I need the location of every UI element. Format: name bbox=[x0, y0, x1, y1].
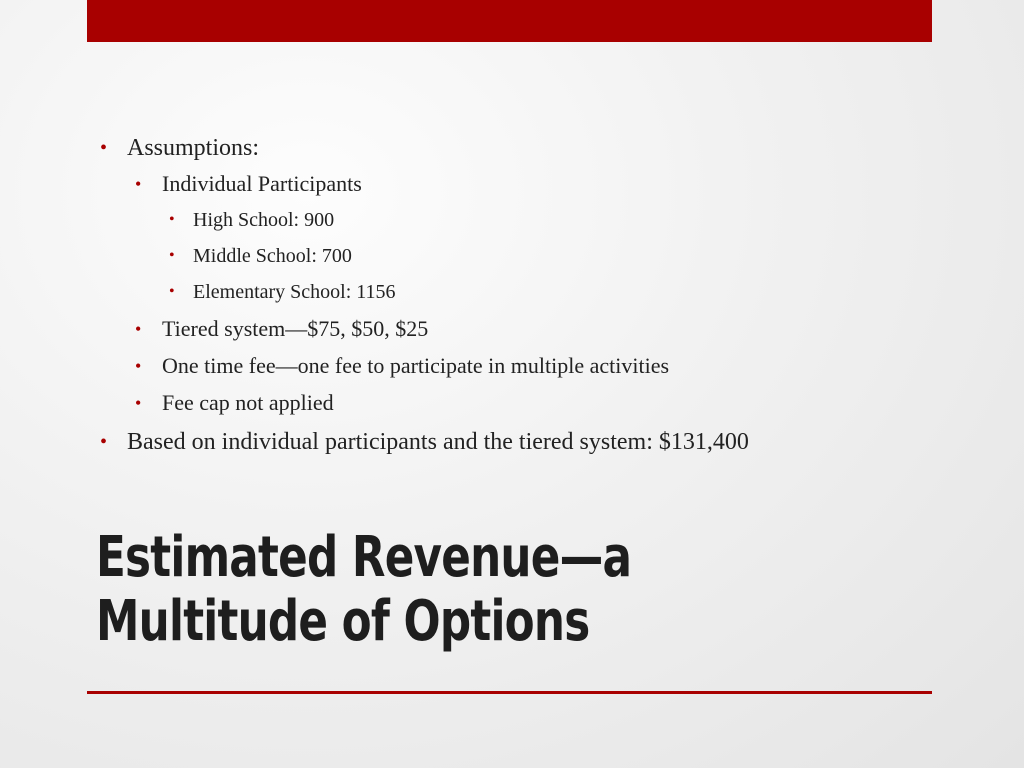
bullet-elementary-school: • Elementary School: 1156 bbox=[96, 279, 856, 305]
bullet-list bbox=[96, 132, 856, 458]
bullet-middle-school: • Middle School: 700 bbox=[96, 243, 856, 269]
title-underline bbox=[87, 691, 932, 694]
bullet-fee-cap: • Fee cap not applied bbox=[96, 389, 856, 417]
bullet-assumptions: • Assumptions: bbox=[96, 132, 856, 164]
slide-title-line-1: Estimated Revenue—a bbox=[96, 525, 632, 590]
slide-body bbox=[96, 132, 856, 464]
slide-title bbox=[96, 526, 743, 654]
bullet-tiered-system: • Tiered system—$75, $50, $25 bbox=[96, 315, 856, 343]
bullet-high-school: • High School: 900 bbox=[96, 207, 856, 233]
bullet-individual-participants: • Individual Participants bbox=[96, 170, 856, 198]
slide-title-line-2: Multitude of Options bbox=[96, 589, 590, 654]
bullet-based-on: • Based on individual participants and the tiered system: $131,400 bbox=[96, 426, 856, 458]
top-accent-bar bbox=[87, 0, 932, 42]
bullet-one-time-fee: • One time fee—one fee to participate in multiple activities bbox=[96, 352, 856, 380]
